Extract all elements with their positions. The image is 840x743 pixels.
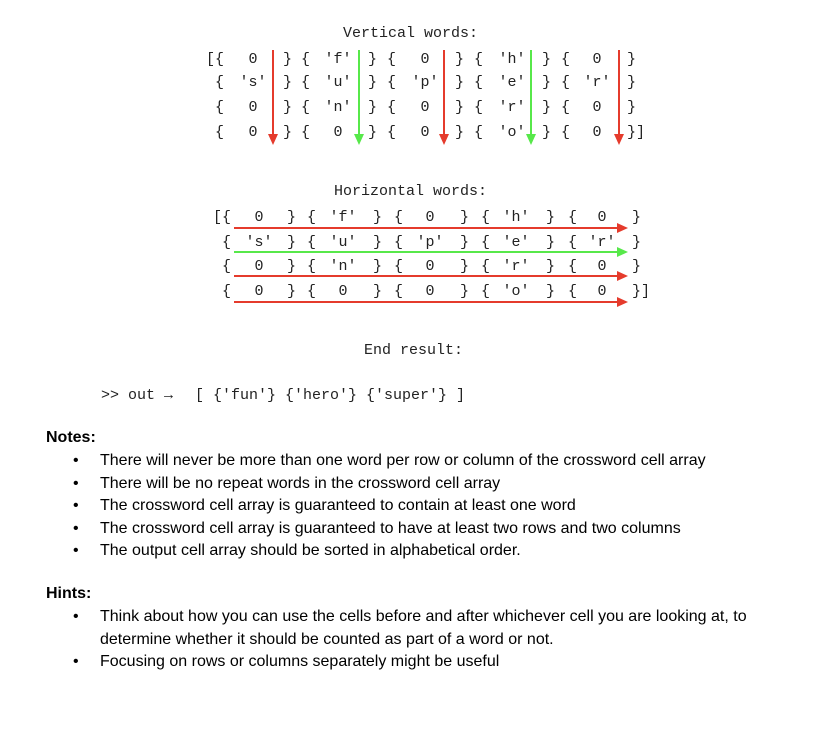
note-item: • The crossword cell array is guaranteed to have at least two rows and two columns [47, 518, 807, 541]
grid-cell-open: { [307, 234, 317, 251]
grid-cell-value: 'u' [324, 74, 352, 91]
grid-cell-value: 0 [420, 99, 430, 116]
notes-list [47, 450, 807, 563]
grid-cell-value: 0 [425, 258, 435, 275]
grid-cell-value: 'r' [498, 99, 526, 116]
grid-cell-open: { [568, 234, 578, 251]
grid-cell-close: } [460, 283, 470, 300]
grid-cell-close: } [455, 124, 465, 141]
grid-cell-value: 0 [248, 51, 258, 68]
grid-row-open: [{ [206, 51, 225, 68]
grid-row-open: { [215, 74, 225, 91]
grid-cell-value: 0 [425, 283, 435, 300]
grid-cell-value: 0 [420, 124, 430, 141]
grid-cell-open: { [474, 51, 484, 68]
grid-cell-value: 0 [425, 209, 435, 226]
note-item: • There will never be more than one word per row or column of the crossword cell array [47, 450, 807, 473]
grid-cell-close: } [632, 258, 642, 275]
output-line [101, 387, 465, 404]
grid-cell-value: 0 [248, 99, 258, 116]
grid-cell-open: { [481, 209, 491, 226]
grid-cell-open: { [394, 209, 404, 226]
grid-cell-close: } [287, 234, 297, 251]
grid-cell-value: 0 [597, 283, 607, 300]
grid-cell-value: 'o' [502, 283, 530, 300]
grid-cell-close: } [627, 74, 637, 91]
output-value: [ {'fun'} {'hero'} {'super'} ] [195, 387, 466, 404]
grid-cell-open: { [474, 124, 484, 141]
hint-item: • Focusing on rows or columns separately might be useful [47, 651, 767, 674]
grid-cell-open: { [481, 283, 491, 300]
grid-row-open: { [215, 124, 225, 141]
grid-cell-open: { [474, 99, 484, 116]
grid-cell-value: 's' [239, 74, 267, 91]
grid-cell-open: { [301, 51, 311, 68]
grid-cell-value: 's' [245, 234, 273, 251]
grid-cell-close: } [373, 234, 383, 251]
grid-cell-close: }] [632, 283, 651, 300]
grid-cell-open: { [561, 74, 571, 91]
vertical-words-title: Vertical words: [343, 25, 479, 42]
grid-cell-open: { [561, 51, 571, 68]
grid-cell-value: 'e' [498, 74, 526, 91]
grid-cell-close: }] [627, 124, 646, 141]
grid-cell-value: 'p' [411, 74, 439, 91]
grid-cell-close: } [455, 99, 465, 116]
grid-cell-close: } [287, 258, 297, 275]
grid-cell-close: } [368, 74, 378, 91]
grid-cell-open: { [568, 209, 578, 226]
grid-cell-value: 'h' [498, 51, 526, 68]
grid-row-open: { [222, 234, 232, 251]
grid-cell-value: 'r' [588, 234, 616, 251]
grid-cell-value: 0 [592, 124, 602, 141]
grid-row-open: { [222, 283, 232, 300]
grid-cell-open: { [481, 258, 491, 275]
vertical-arrow-col-1 [268, 50, 278, 145]
grid-cell-close: } [632, 234, 642, 251]
grid-cell-close: } [542, 99, 552, 116]
grid-cell-value: 0 [254, 258, 264, 275]
grid-cell-close: } [283, 74, 293, 91]
grid-cell-value: 'f' [324, 51, 352, 68]
grid-cell-close: } [632, 209, 642, 226]
grid-cell-close: } [287, 209, 297, 226]
grid-cell-close: } [546, 209, 556, 226]
vertical-arrow-col-3 [439, 50, 449, 145]
grid-cell-value: 0 [597, 209, 607, 226]
grid-cell-value: 'n' [329, 258, 357, 275]
grid-cell-close: } [542, 51, 552, 68]
grid-cell-close: } [460, 258, 470, 275]
grid-cell-open: { [387, 99, 397, 116]
grid-cell-value: 'r' [502, 258, 530, 275]
hint-item: • Think about how you can use the cells before and after whichever cell you are looking at, to determine whether it should be counted as part of a word or not. [47, 606, 767, 651]
note-item: • The output cell array should be sorted in alphabetical order. [47, 540, 807, 563]
grid-cell-value: 0 [420, 51, 430, 68]
grid-cell-open: { [474, 74, 484, 91]
output-prompt: >> out → [101, 387, 174, 404]
grid-cell-open: { [301, 99, 311, 116]
grid-cell-value: 'n' [324, 99, 352, 116]
grid-cell-close: } [627, 51, 637, 68]
grid-cell-open: { [561, 99, 571, 116]
grid-cell-value: 0 [248, 124, 258, 141]
grid-cell-open: { [307, 209, 317, 226]
grid-cell-close: } [546, 283, 556, 300]
note-item: • There will be no repeat words in the crossword cell array [47, 473, 807, 496]
grid-row-open: { [215, 99, 225, 116]
grid-cell-value: 'f' [329, 209, 357, 226]
notes-heading: Notes: [46, 429, 96, 446]
note-item: • The crossword cell array is guaranteed to contain at least one word [47, 495, 807, 518]
grid-row-open: { [222, 258, 232, 275]
vertical-arrow-col-4 [526, 50, 536, 145]
grid-cell-value: 'e' [502, 234, 530, 251]
horizontal-words-title: Horizontal words: [334, 183, 488, 200]
grid-cell-close: } [368, 99, 378, 116]
grid-cell-close: } [455, 74, 465, 91]
grid-cell-open: { [394, 283, 404, 300]
grid-cell-close: } [546, 234, 556, 251]
grid-cell-open: { [394, 258, 404, 275]
grid-row-open: [{ [213, 209, 232, 226]
grid-cell-value: 0 [338, 283, 348, 300]
grid-cell-value: 0 [597, 258, 607, 275]
grid-cell-value: 0 [254, 283, 264, 300]
grid-cell-open: { [387, 124, 397, 141]
grid-cell-close: } [283, 124, 293, 141]
grid-cell-close: } [460, 234, 470, 251]
grid-cell-value: 'h' [502, 209, 530, 226]
grid-cell-open: { [481, 234, 491, 251]
end-result-title: End result: [364, 342, 464, 359]
grid-cell-close: } [368, 51, 378, 68]
grid-cell-close: } [373, 258, 383, 275]
grid-cell-close: } [287, 283, 297, 300]
grid-cell-open: { [307, 258, 317, 275]
grid-cell-open: { [568, 258, 578, 275]
grid-cell-open: { [568, 283, 578, 300]
grid-cell-close: } [542, 74, 552, 91]
grid-cell-open: { [394, 234, 404, 251]
grid-cell-value: 0 [592, 99, 602, 116]
grid-cell-open: { [387, 74, 397, 91]
grid-cell-close: } [455, 51, 465, 68]
hints-list [47, 606, 767, 674]
grid-cell-open: { [561, 124, 571, 141]
grid-cell-value: 0 [333, 124, 343, 141]
grid-cell-value: 'u' [329, 234, 357, 251]
grid-cell-value: 'r' [583, 74, 611, 91]
grid-cell-close: } [373, 209, 383, 226]
grid-cell-open: { [307, 283, 317, 300]
grid-cell-close: } [283, 51, 293, 68]
grid-cell-value: 0 [254, 209, 264, 226]
vertical-arrow-col-5 [614, 50, 624, 145]
grid-cell-close: } [546, 258, 556, 275]
hints-heading: Hints: [46, 585, 92, 602]
grid-cell-value: 0 [592, 51, 602, 68]
grid-cell-open: { [301, 74, 311, 91]
grid-cell-open: { [387, 51, 397, 68]
grid-cell-value: 'p' [416, 234, 444, 251]
grid-cell-value: 'o' [498, 124, 526, 141]
grid-cell-open: { [301, 124, 311, 141]
grid-cell-close: } [460, 209, 470, 226]
vertical-arrow-col-2 [354, 50, 364, 145]
grid-cell-close: } [373, 283, 383, 300]
grid-cell-close: } [283, 99, 293, 116]
grid-cell-close: } [627, 99, 637, 116]
grid-cell-close: } [542, 124, 552, 141]
grid-cell-close: } [368, 124, 378, 141]
